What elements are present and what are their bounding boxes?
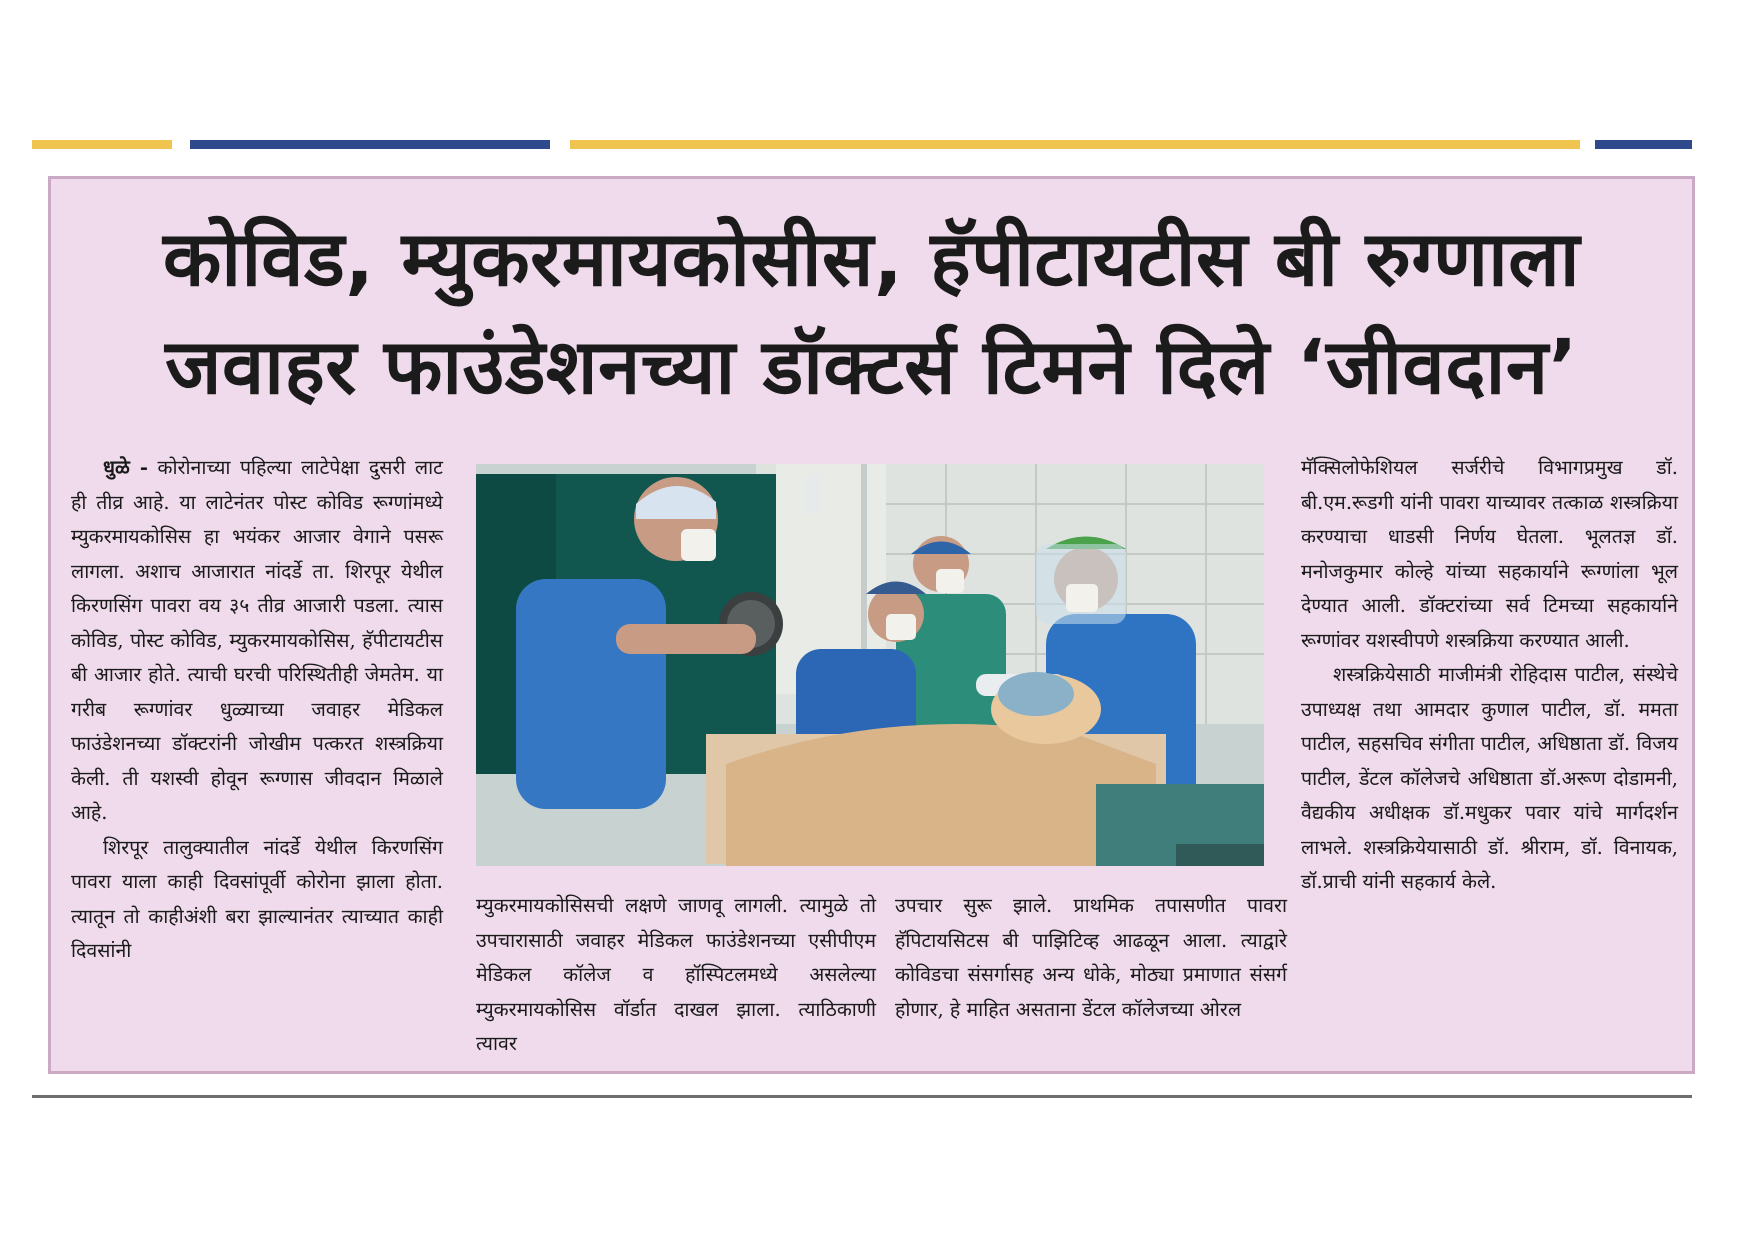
article-column-2: [476, 889, 876, 1062]
headline-line-1: कोविड, म्युकरमायकोसीस, हॅपीटायटीस बी रुग्णाला: [162, 214, 1581, 303]
top-rule-navy-left: [190, 140, 550, 149]
surgery-photo: [476, 464, 1264, 866]
col1-paragraph-2: शिरपूर तालुक्यातील नांदर्डे येथील किरणसिंग पावरा याला काही दिवसांपूर्वी कोरोना झाला होता. त्यातून तो काहीअंशी बरा झाल्यानंतर त्याच्यात काही दिवसांनी: [71, 835, 443, 962]
col4-paragraph-2: शस्त्रक्रियेसाठी माजीमंत्री रोहिदास पाटील, संस्थेचे उपाध्यक्ष तथा आमदार कुणाल पाटील, डॉ. ममता पाटील, सहसचिव संगीता पाटील, अधिष्ठाता डॉ. विजय पाटील, डेंटल कॉलेजचे अधिष्ठाता डॉ.अरूण दोडामनी, वैद्यकीय अधीक्षक डॉ.मधुकर पवार यांचे मार्गदर्शन लाभले. शस्त्रक्रियेयासाठी डॉ. श्रीराम, डॉ. विनायक, डॉ.प्राची यांनी सहकार्य केले.: [1301, 663, 1678, 893]
col3-paragraph: उपचार सुरू झाले. प्राथमिक तपासणीत पावरा हॅपिटायसिटस बी पाझिटिव्ह आढळून आला. त्याद्वारे कोविडचा संसर्गासह अन्य धोके, मोठ्या प्रमाणात संसर्ग होणार, हे माहित असताना डेंटल कॉलेजच्या ओरल: [895, 894, 1287, 1021]
news-article: [48, 176, 1695, 1074]
col2-paragraph: म्युकरमायकोसिसची लक्षणे जाणवू लागली. त्यामुळे तो उपचारासाठी जवाहर मेडिकल फाउंडेशनच्या एसीपीएम मेडिकल कॉलेज व हॉस्पिटलमध्ये असलेल्या म्युकरमायकोसिस वॉर्डात दाखल झाला. त्याठिकाणी त्यावर: [476, 894, 876, 1055]
surgical-team-image: [476, 464, 1264, 866]
dateline: धुळे -: [103, 456, 148, 479]
col4-paragraph-1: मॅक्सिलोफेशियल सर्जरीचे विभागप्रमुख डॉ. बी.एम.रूडगी यांनी पावरा याच्यावर तत्काळ शस्त्रक्रिया करण्याचा धाडसी निर्णय घेतला. भूलतज्ञ डॉ. मनोजकुमार कोल्हे यांच्या सहकार्याने रूग्णांला भूल देण्यात आली. डॉक्टरांच्या सर्व टिमच्या सहकार्याने रूग्णांवर यशस्वीपणे शस्त्रक्रिया करण्यात आली.: [1301, 456, 1678, 652]
article-column-3: [895, 889, 1287, 1027]
article-column-4: [1301, 451, 1678, 900]
top-rule-yellow-center: [570, 140, 1580, 149]
top-rule-navy-right: [1595, 140, 1692, 149]
col1-paragraph-1: कोरोनाच्या पहिल्या लाटेपेक्षा दुसरी लाट ही तीव्र आहे. या लाटेनंतर पोस्ट कोविड रूग्णांमध्ये म्युकरमायकोसिस हा भयंकर आजार वेगाने पसरू लागला. अशाच आजारात नांदर्डे ता. शिरपूर येथील किरणसिंग पावरा वय ३५ तीव्र आजारी पडला. त्यास कोविड, पोस्ट कोविड, म्युकरमायकोसिस, हॅपीटायटीस बी आजार होते. त्याची घरची परिस्थितीही जेमतेम. या गरीब रूग्णांवर धुळ्याच्या जवाहर मेडिकल फाउंडेशनच्या डॉक्टरांनी जोखीम पत्करत शस्त्रक्रिया केली. ती यशस्वी होवून रूग्णास जीवदान मिळाले आहे.: [71, 456, 443, 824]
article-column-1: [71, 451, 443, 969]
top-rule-yellow-left: [32, 140, 172, 149]
bottom-rule: [32, 1095, 1692, 1098]
headline-line-2: जवाहर फाउंडेशनच्या डॉक्टर्स टिमने दिले ‘जीवदान’: [165, 322, 1578, 411]
